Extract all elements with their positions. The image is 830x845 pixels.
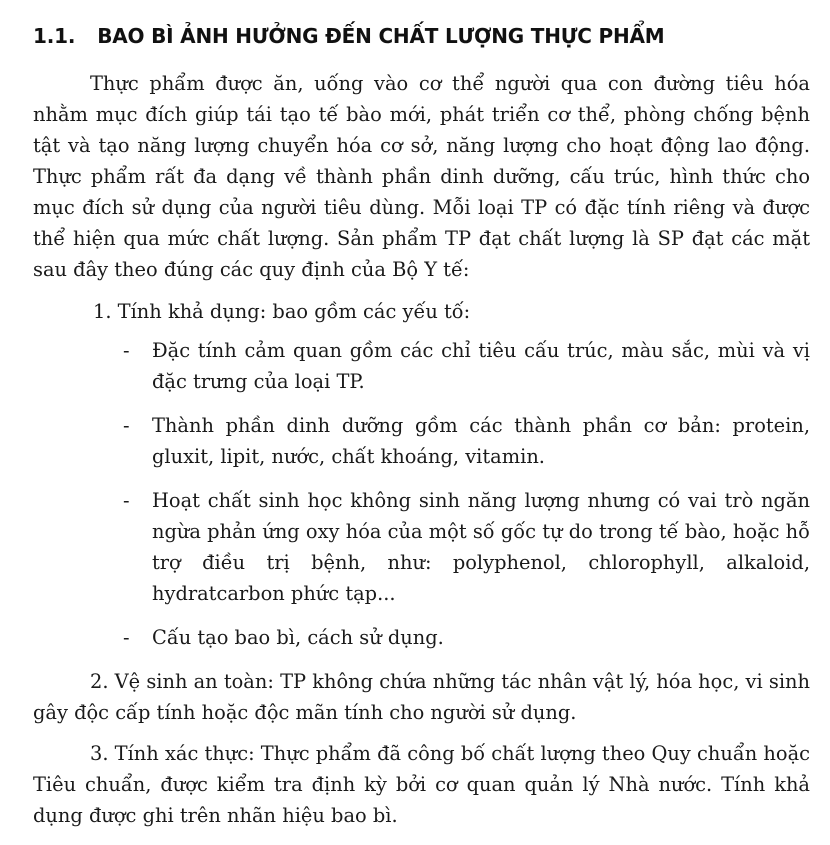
section-heading (33, 24, 810, 48)
bullet-dash: - (123, 626, 130, 649)
section-number: 1.1. (33, 24, 76, 48)
bullet-item-bioactive (123, 485, 810, 609)
bullet-item-packaging (123, 622, 810, 653)
item-2-paragraph: 2. Vệ sinh an toàn: TP không chứa những tác nhân vật lý, hóa học, vi sinh gây độc cấp tính hoặc độc mãn tính cho người sử dụng. (33, 670, 810, 724)
bullet-text: Thành phần dinh dưỡng gồm các thành phần cơ bản: protein, gluxit, lipit, nước, chất khoáng, vitamin. (152, 414, 810, 468)
bullet-text: Cấu tạo bao bì, cách sử dụng. (152, 626, 444, 649)
section-title: BAO BÌ ẢNH HƯỞNG ĐẾN CHẤT LƯỢNG THỰC PHẨM (97, 24, 665, 48)
item-1-heading: 1. Tính khả dụng: bao gồm các yếu tố: (93, 300, 471, 323)
usability-bullet-list (33, 335, 810, 653)
intro-paragraph: Thực phẩm được ăn, uống vào cơ thể người qua con đường tiêu hóa nhằm mục đích giúp tái tạo tế bào mới, phát triển cơ thể, phòng chống bệnh tật và tạo năng lượng chuyển hóa cơ sở, năng lượng cho hoạt động lao động. Thực phẩm rất đa dạng về thành phần dinh dưỡng, cấu trúc, hình thức cho mục đích sử dụng của người tiêu dùng. Mỗi loại TP có đặc tính riêng và được thể hiện qua mức chất lượng. Sản phẩm TP đạt chất lượng là SP đạt các mặt sau đây theo đúng các quy định của Bộ Y tế: (33, 72, 810, 281)
bullet-item-nutrition (123, 410, 810, 472)
bullet-item-sensory (123, 335, 810, 397)
bullet-text: Đặc tính cảm quan gồm các chỉ tiêu cấu trúc, màu sắc, mùi và vị đặc trưng của loại TP. (152, 339, 810, 393)
bullet-dash: - (123, 339, 130, 362)
bullet-dash: - (123, 489, 130, 512)
bullet-text: Hoạt chất sinh học không sinh năng lượng nhưng có vai trò ngăn ngừa phản ứng oxy hóa của một số gốc tự do trong tế bào, hoặc hỗ trợ điều trị bệnh, như: polyphenol, chlorophyll, alkaloid, hydratcarbon phức tạp... (152, 489, 810, 605)
item-3-paragraph: 3. Tính xác thực: Thực phẩm đã công bố chất lượng theo Quy chuẩn hoặc Tiêu chuẩn, được kiểm tra định kỳ bởi cơ quan quản lý Nhà nước. Tính khả dụng được ghi trên nhãn hiệu bao bì. (33, 742, 810, 827)
bullet-dash: - (123, 414, 130, 437)
